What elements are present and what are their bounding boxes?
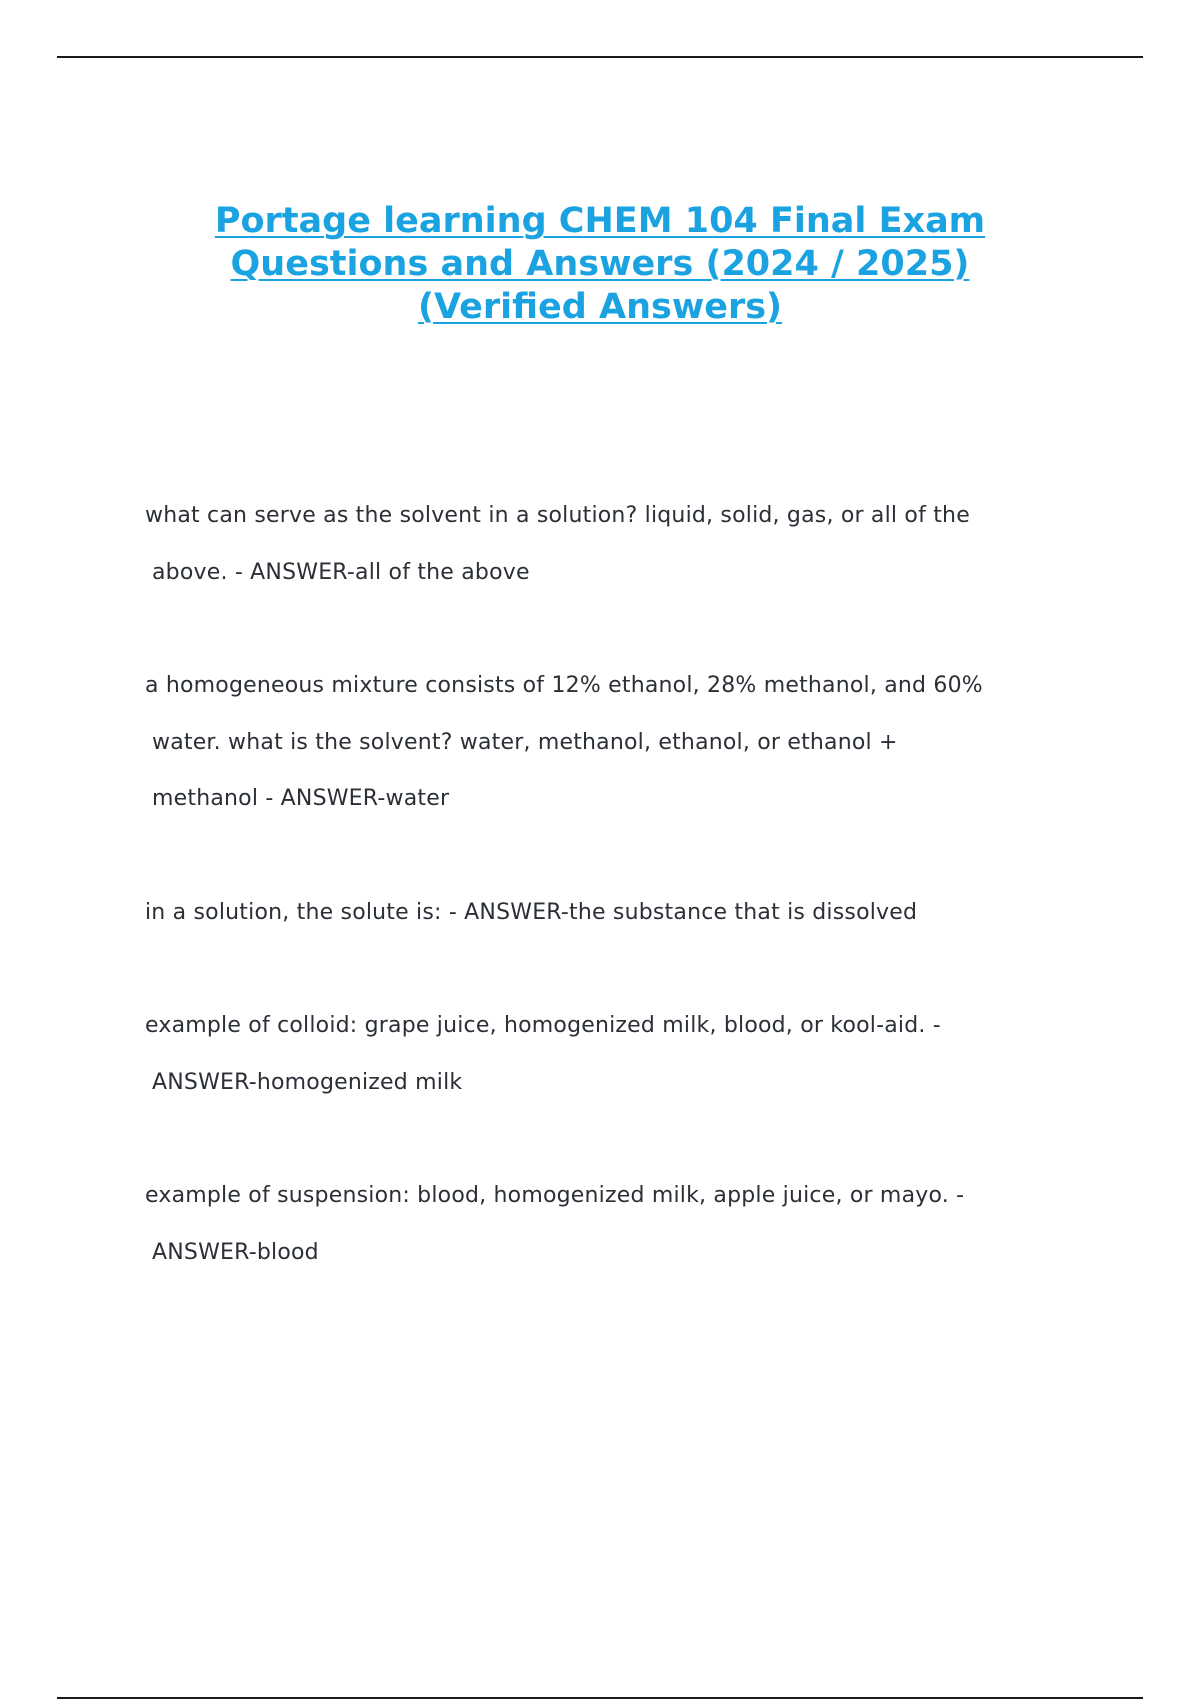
qa-line: ANSWER-blood <box>152 1239 319 1265</box>
title-line: Questions and Answers (2024 / 2025) <box>230 244 970 284</box>
document-title-link[interactable] <box>100 200 1100 329</box>
qa-line: ANSWER-homogenized milk <box>152 1069 463 1095</box>
qa-line: example of colloid: grape juice, homogenized milk, blood, or kool-aid. - <box>145 1013 941 1038</box>
qa-line: a homogeneous mixture consists of 12% ethanol, 28% methanol, and 60% <box>145 673 983 698</box>
qa-line: example of suspension: blood, homogenized milk, apple juice, or mayo. - <box>145 1183 965 1208</box>
qa-item <box>145 658 1085 828</box>
header-rule <box>57 56 1143 58</box>
qa-item <box>145 488 1085 601</box>
qa-item <box>145 998 1085 1111</box>
qa-line: methanol - ANSWER-water <box>152 786 450 811</box>
qa-item <box>145 885 1085 942</box>
qa-line: water. what is the solvent? water, methanol, ethanol, or ethanol + <box>152 729 898 755</box>
qa-line: above. - ANSWER-all of the above <box>152 559 530 585</box>
qa-item <box>145 1168 1085 1281</box>
qa-line: what can serve as the solvent in a solution? liquid, solid, gas, or all of the <box>145 503 970 528</box>
qa-line: in a solution, the solute is: - ANSWER-the substance that is dissolved <box>145 899 918 925</box>
footer-rule <box>57 1697 1143 1699</box>
title-line: (Verified Answers) <box>417 287 783 327</box>
qa-list <box>145 488 1085 1338</box>
title-line: Portage learning CHEM 104 Final Exam <box>214 201 986 241</box>
